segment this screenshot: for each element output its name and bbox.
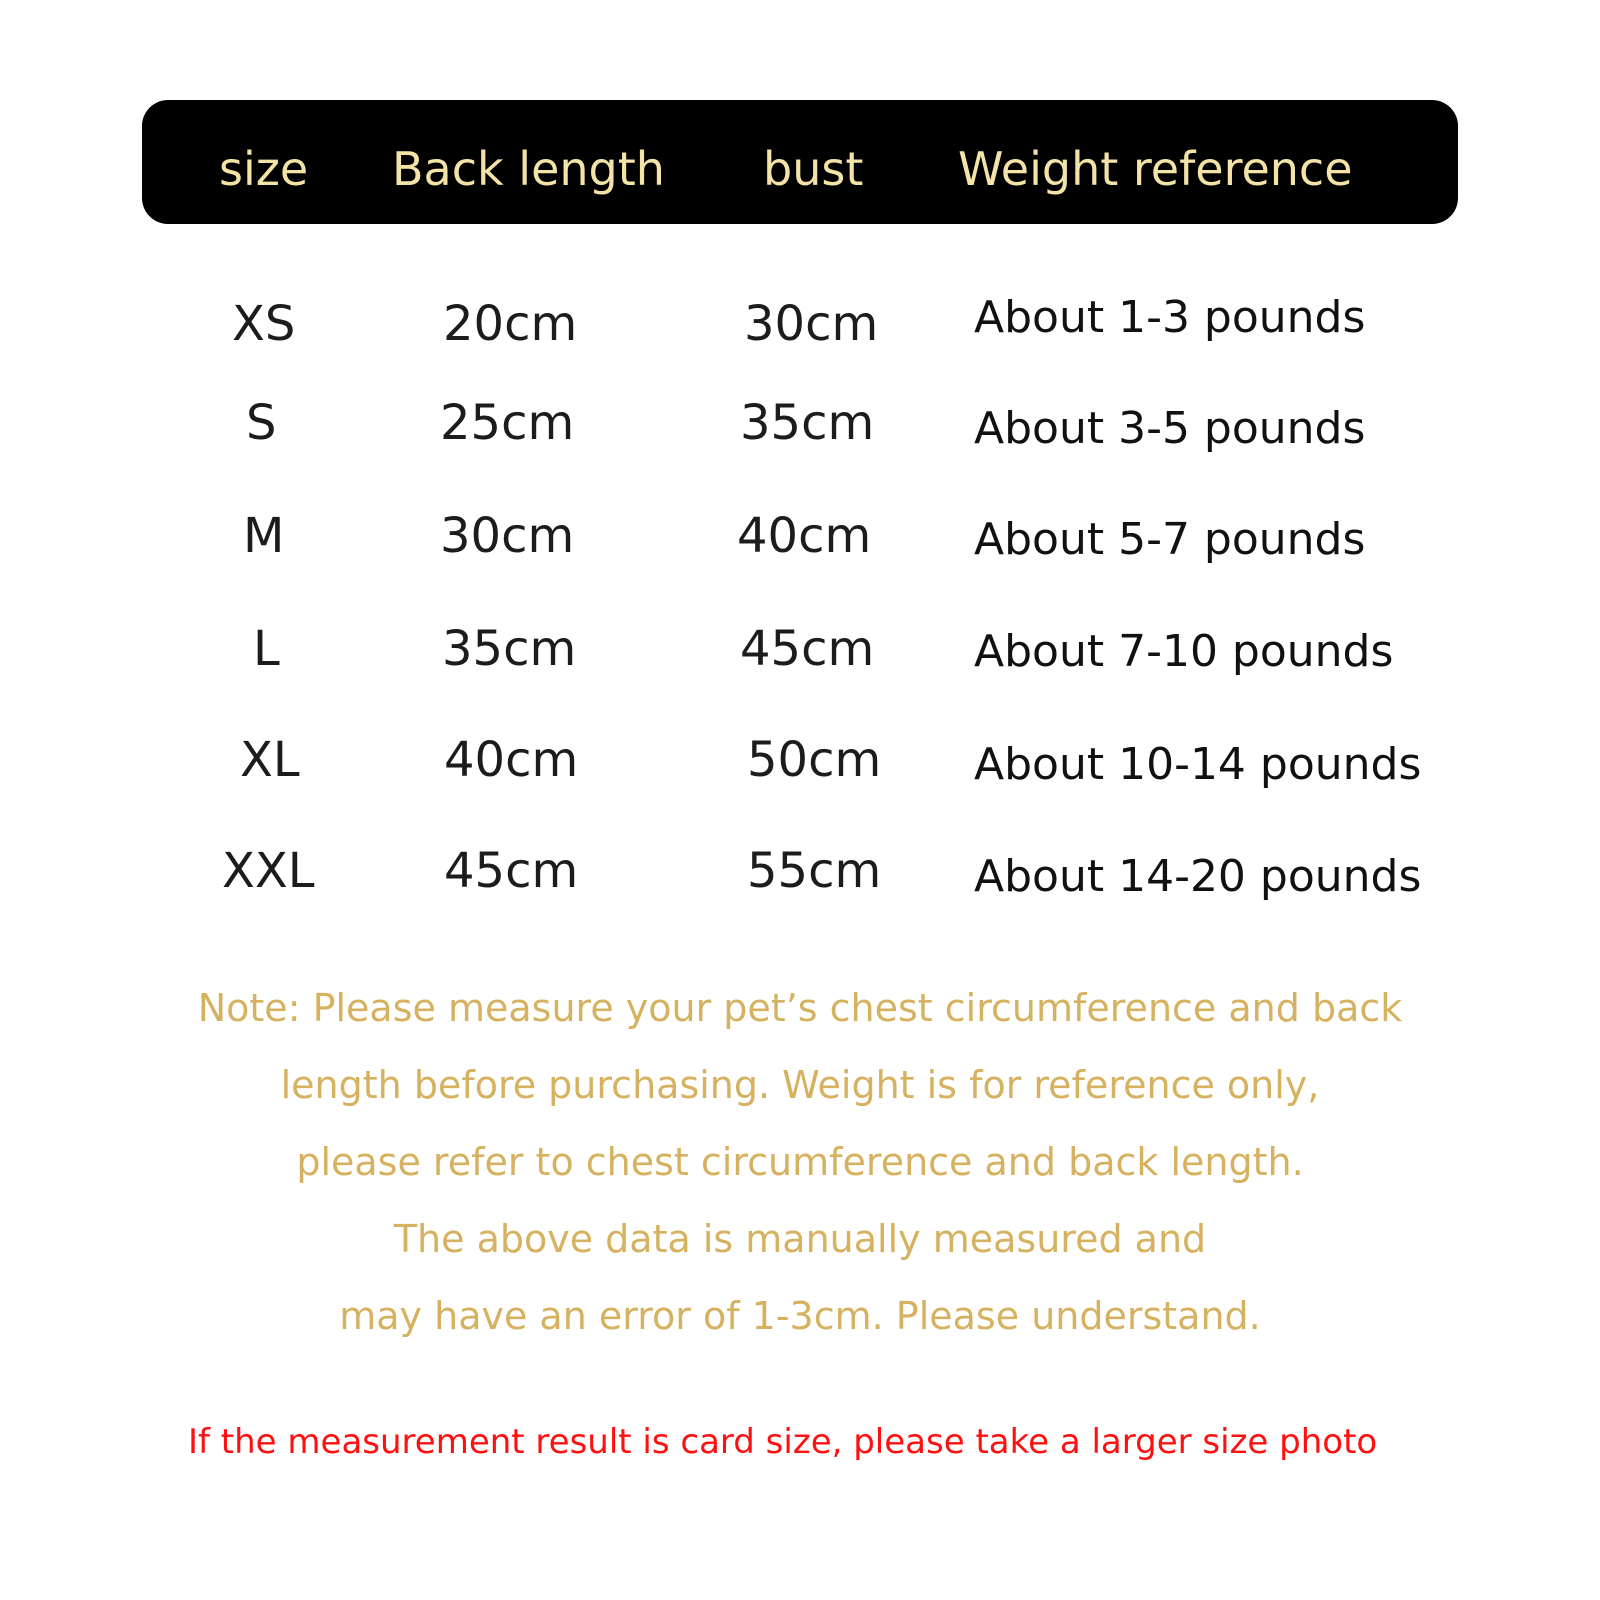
row-xxl-bust: 55cm [747, 843, 882, 899]
header-weight-reference: Weight reference [958, 142, 1353, 196]
row-xl-back-length: 40cm [444, 732, 579, 788]
row-xxl-size: XXL [222, 843, 315, 899]
row-xxl-weight: About 14-20 pounds [974, 851, 1422, 902]
row-l-bust: 45cm [740, 621, 875, 677]
row-m-bust: 40cm [737, 508, 872, 564]
header-bust: bust [763, 142, 864, 196]
row-s-back-length: 25cm [440, 395, 575, 451]
row-xs-bust: 30cm [744, 296, 879, 352]
note-line: Note: Please measure your pet’s chest circumference and back [197, 986, 1403, 1030]
row-l-size: L [253, 621, 280, 677]
row-xs-back-length: 20cm [443, 296, 578, 352]
note-line: please refer to chest circumference and back length. [296, 1140, 1304, 1184]
row-xs-weight: About 1-3 pounds [974, 292, 1366, 343]
measurement-note [150, 970, 1450, 1355]
row-xl-bust: 50cm [747, 732, 882, 788]
row-s-weight: About 3-5 pounds [974, 403, 1366, 454]
row-l-back-length: 35cm [442, 621, 577, 677]
row-xl-size: XL [240, 732, 300, 788]
note-line: length before purchasing. Weight is for reference only, [280, 1063, 1320, 1107]
note-line: may have an error of 1-3cm. Please understand. [339, 1294, 1261, 1338]
header-size: size [219, 142, 309, 196]
row-xs-size: XS [232, 296, 296, 352]
row-m-back-length: 30cm [440, 508, 575, 564]
photo-size-note: If the measurement result is card size, please take a larger size photo [188, 1422, 1378, 1462]
row-m-weight: About 5-7 pounds [974, 514, 1366, 565]
header-back-length: Back length [392, 142, 665, 196]
row-m-size: M [243, 508, 285, 564]
row-l-weight: About 7-10 pounds [974, 626, 1394, 677]
row-s-bust: 35cm [740, 395, 875, 451]
row-s-size: S [246, 395, 277, 451]
row-xl-weight: About 10-14 pounds [974, 739, 1422, 790]
row-xxl-back-length: 45cm [444, 843, 579, 899]
note-line: The above data is manually measured and [393, 1217, 1207, 1261]
